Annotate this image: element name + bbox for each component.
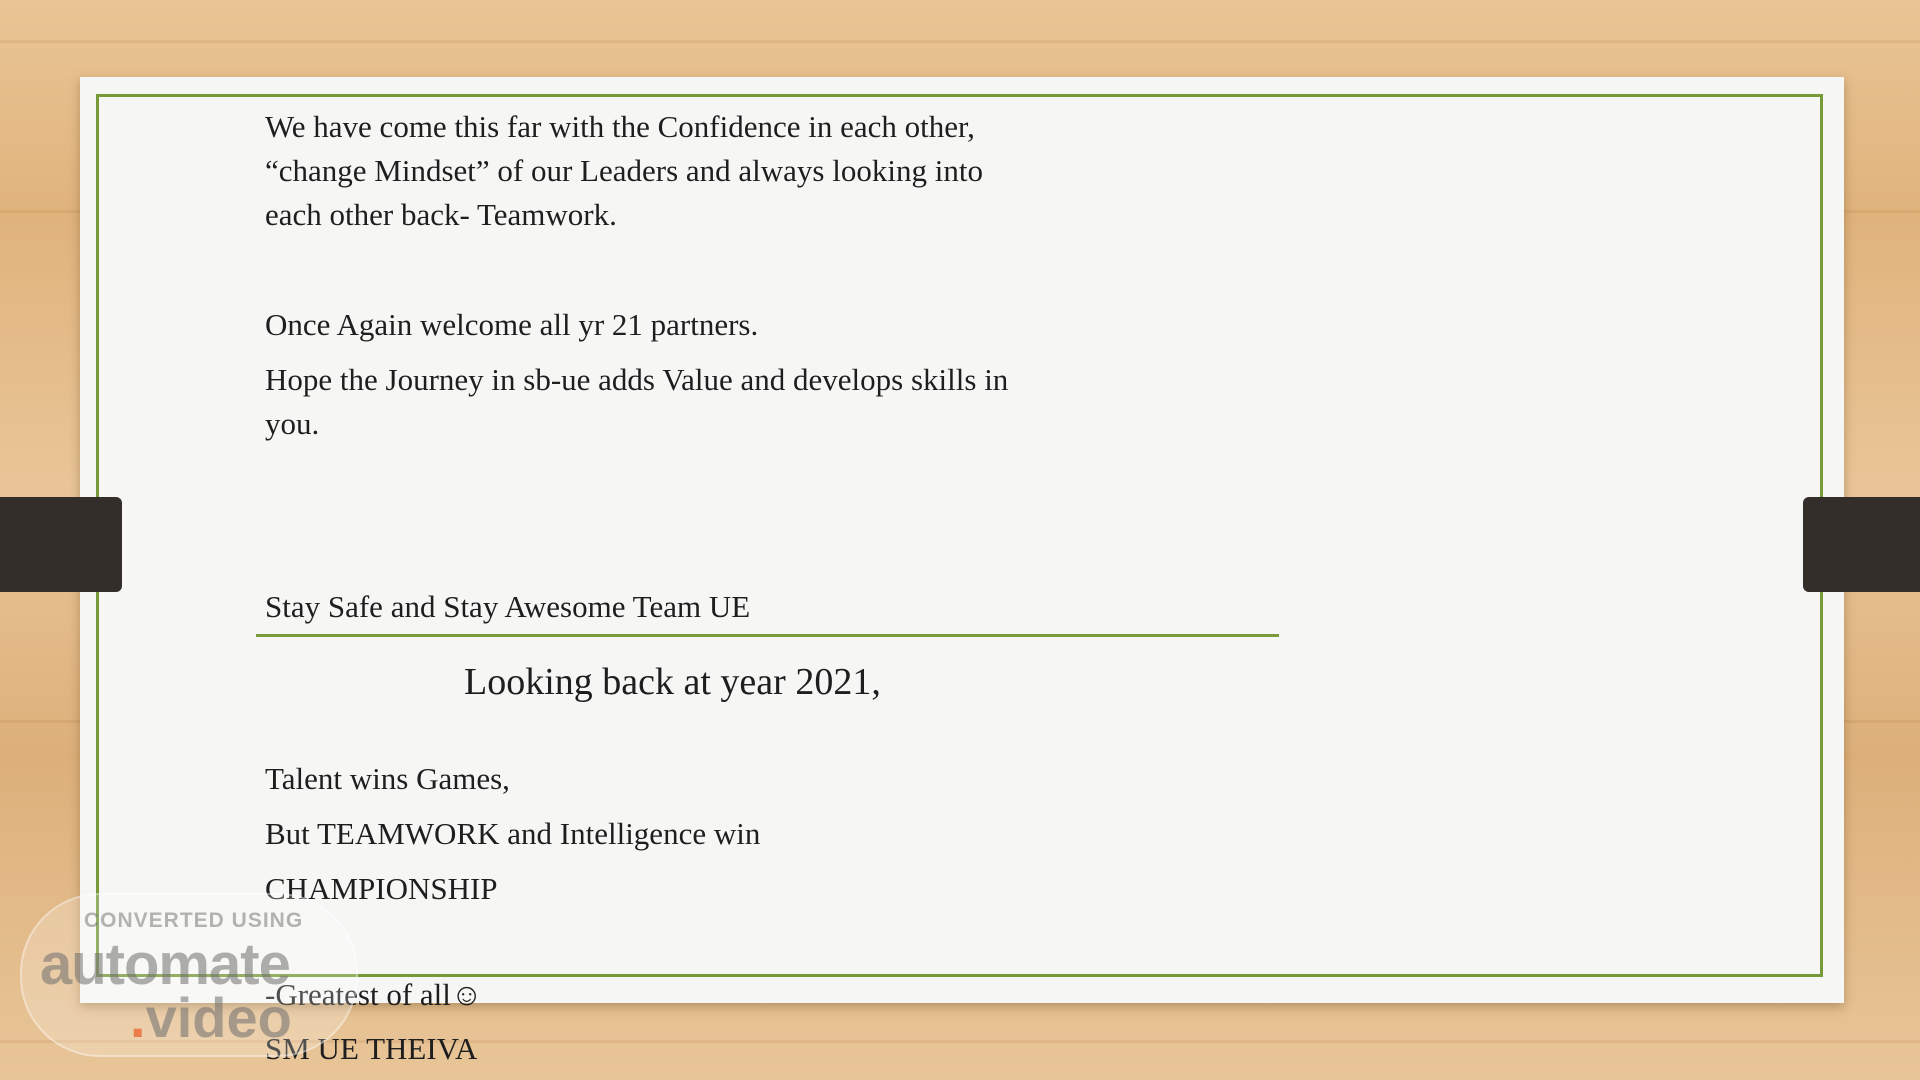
text-line: each other back- Teamwork. bbox=[265, 197, 617, 232]
paragraph-hope bbox=[265, 358, 1008, 446]
watermark-logo bbox=[20, 893, 358, 1057]
quote-block bbox=[265, 751, 760, 916]
author-line: SM UE THEIVA bbox=[265, 1031, 478, 1066]
text-line: Talent wins Games, bbox=[265, 761, 510, 796]
binder-tab-right bbox=[1803, 497, 1920, 592]
text-line: We have come this far with the Confidence in each other, bbox=[265, 109, 975, 144]
section-heading: Looking back at year 2021, bbox=[464, 661, 881, 703]
text-line: But TEAMWORK and Intelligence win bbox=[265, 816, 761, 851]
paragraph-confidence bbox=[265, 105, 983, 237]
text-line: “change Mindset” of our Leaders and always looking into bbox=[265, 153, 983, 188]
watermark-caption: CONVERTED USING bbox=[84, 909, 304, 932]
divider-line bbox=[256, 634, 1279, 637]
wood-grain bbox=[0, 40, 1920, 43]
text-line: you. bbox=[265, 406, 320, 441]
stay-safe-line: Stay Safe and Stay Awesome Team UE bbox=[265, 589, 751, 624]
welcome-line: Once Again welcome all yr 21 partners. bbox=[265, 307, 759, 342]
signoff-line: -Greatest of all☺ bbox=[265, 977, 483, 1012]
text-line: Hope the Journey in sb-ue adds Value and develops skills in bbox=[265, 362, 1009, 397]
watermark-dot: . bbox=[130, 986, 146, 1049]
binder-tab-left bbox=[0, 497, 122, 592]
watermark-brand-video: video bbox=[145, 986, 292, 1049]
text-line: CHAMPIONSHIP bbox=[265, 871, 498, 906]
watermark-brand: automate bbox=[40, 932, 290, 997]
watermark-brand-suffix bbox=[130, 985, 292, 1050]
